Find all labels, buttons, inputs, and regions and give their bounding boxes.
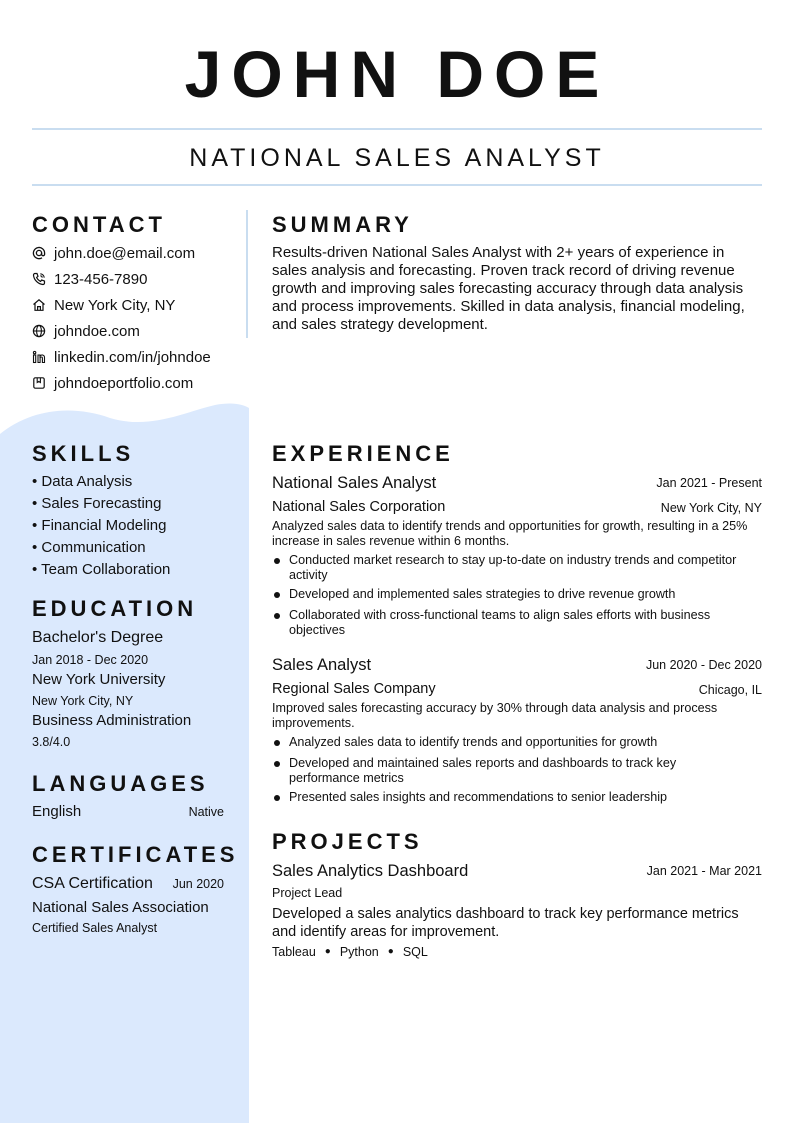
job-title: NATIONAL SALES ANALYST xyxy=(189,144,605,172)
job-bullet: Collaborated with cross-functional teams to align sales efforts with business objectives xyxy=(272,608,764,638)
job-bullet: Analyzed sales data to identify trends and opportunities for growth xyxy=(272,735,764,750)
contact-portfolio-text: johndoeportfolio.com xyxy=(54,374,194,392)
portfolio-icon xyxy=(32,376,46,390)
job-location: Chicago, IL xyxy=(698,683,762,697)
education-field: Business Administration xyxy=(32,712,192,729)
contact-website[interactable] xyxy=(32,320,140,342)
education-location: New York City, NY xyxy=(32,694,134,708)
contact-phone-text: 123-456-7890 xyxy=(54,270,148,288)
job-bullet: Developed and maintained sales reports and dashboards to track key performance metrics xyxy=(272,756,729,786)
header-rule-bottom xyxy=(32,184,762,186)
skill-item: • Sales Forecasting xyxy=(32,495,162,512)
phone-icon xyxy=(32,272,46,286)
job-summary: Analyzed sales data to identify trends and opportunities for growth, resulting in a 25% increase in sales revenue within 6 months. xyxy=(272,519,748,548)
tool-separator: ● xyxy=(387,946,394,957)
certificate-name: CSA Certification xyxy=(32,875,153,892)
job-bullet: Developed and implemented sales strategies to drive revenue growth xyxy=(272,587,764,602)
header-rule-top xyxy=(32,128,762,130)
contact-portfolio[interactable] xyxy=(32,372,193,394)
contact-linkedin[interactable] xyxy=(32,346,211,368)
summary-text: Results-driven National Sales Analyst with 2+ years of experience in sales analysis and forecasting. Proven track record of driving revenue growth and improving sales forecasting accuracy through data analysis and process improvements. Skilled in data analysis, financial modeling, and sales strategy development. xyxy=(272,244,745,333)
skills-heading: SKILLS xyxy=(32,441,135,466)
project-tool: SQL xyxy=(402,945,428,959)
certificate-subtitle: Certified Sales Analyst xyxy=(32,921,158,935)
project-tool: Tableau xyxy=(272,945,316,959)
education-gpa: 3.8/4.0 xyxy=(32,735,71,749)
contact-location-text: New York City, NY xyxy=(54,296,176,314)
skill-item: • Financial Modeling xyxy=(32,517,167,534)
certificate-date: Jun 2020 xyxy=(172,877,224,891)
job-bullet: Conducted market research to stay up-to-date on industry trends and competitor activity xyxy=(272,553,764,583)
job-title: Sales Analyst xyxy=(272,656,372,674)
skill-item: • Team Collaboration xyxy=(32,561,171,578)
summary-heading: SUMMARY xyxy=(272,212,413,237)
project-role: Project Lead xyxy=(272,886,343,900)
education-degree: Bachelor's Degree xyxy=(32,629,164,646)
job-location: New York City, NY xyxy=(660,501,762,515)
project-dates: Jan 2021 - Mar 2021 xyxy=(646,864,762,878)
candidate-name: JOHN DOE xyxy=(184,37,610,111)
job-company: National Sales Corporation xyxy=(272,499,446,515)
skill-item: • Data Analysis xyxy=(32,473,133,490)
contact-linkedin-text: linkedin.com/in/johndoe xyxy=(54,348,211,366)
project-tools xyxy=(272,944,428,960)
education-school: New York University xyxy=(32,671,166,688)
skill-item: • Communication xyxy=(32,539,146,556)
project-description: Developed a sales analytics dashboard to track key performance metrics and identify areas for improvement. xyxy=(272,906,739,940)
job-summary: Improved sales forecasting accuracy by 30% through data analysis and process improvements. xyxy=(272,701,718,730)
home-icon xyxy=(32,298,46,312)
language-name: English xyxy=(32,803,82,820)
job-bullet: Presented sales insights and recommendations to senior leadership xyxy=(272,790,764,805)
education-dates: Jan 2018 - Dec 2020 xyxy=(32,653,149,667)
job-company: Regional Sales Company xyxy=(272,681,436,697)
contact-email-text: john.doe@email.com xyxy=(54,244,196,262)
project-name: Sales Analytics Dashboard xyxy=(272,862,469,880)
language-level: Native xyxy=(188,805,224,819)
linkedin-icon xyxy=(32,350,46,364)
certificates-heading: CERTIFICATES xyxy=(32,842,239,867)
job-dates: Jan 2021 - Present xyxy=(656,476,762,490)
contact-location xyxy=(32,294,175,316)
globe-icon xyxy=(32,324,46,338)
languages-heading: LANGUAGES xyxy=(32,771,209,796)
certificate-issuer: National Sales Association xyxy=(32,899,209,916)
job-title: National Sales Analyst xyxy=(272,474,437,492)
tool-separator: ● xyxy=(324,946,331,957)
project-tool: Python xyxy=(339,945,379,959)
contact-website-text: johndoe.com xyxy=(54,322,140,340)
at-icon xyxy=(32,246,46,260)
contact-heading: CONTACT xyxy=(32,212,166,237)
contact-phone[interactable] xyxy=(32,268,147,290)
education-heading: EDUCATION xyxy=(32,596,198,621)
contact-email[interactable] xyxy=(32,242,195,264)
column-divider xyxy=(246,210,248,338)
job-dates: Jun 2020 - Dec 2020 xyxy=(645,658,762,672)
projects-heading: PROJECTS xyxy=(272,829,423,854)
experience-heading: EXPERIENCE xyxy=(272,441,454,466)
